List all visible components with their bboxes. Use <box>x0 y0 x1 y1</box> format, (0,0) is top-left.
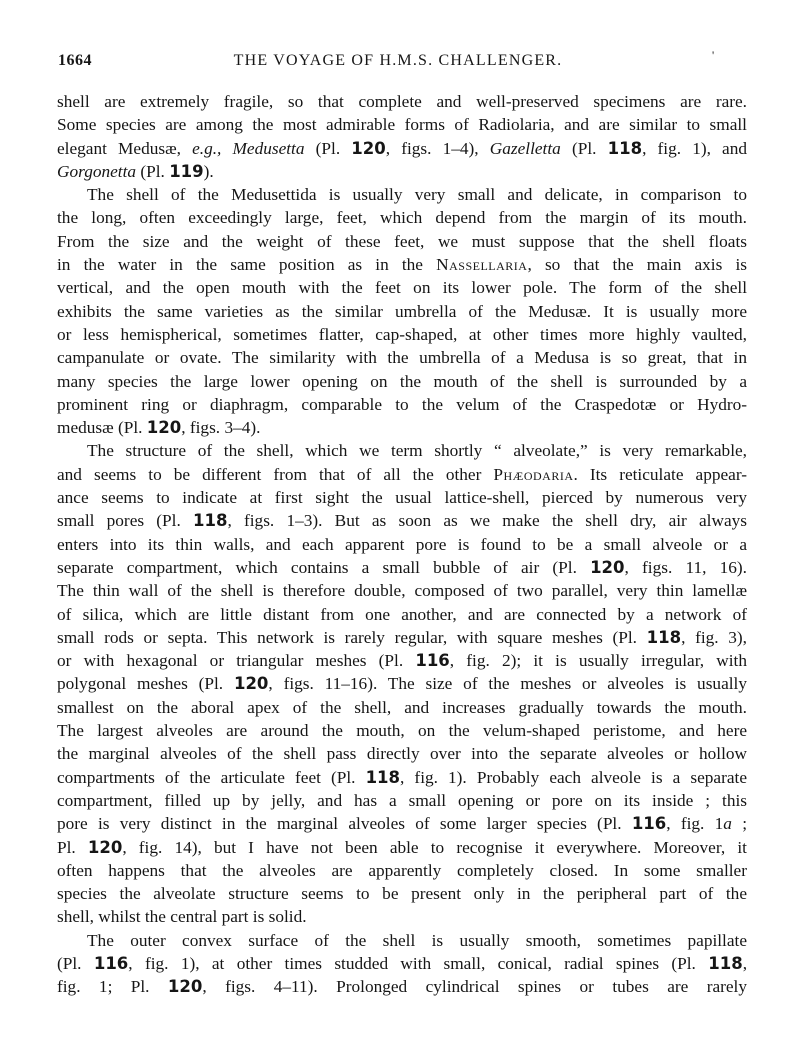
text-line <box>57 230 747 253</box>
text-line <box>57 626 747 649</box>
italic-text: Gazelletta <box>489 138 561 158</box>
plate-number: 120 <box>590 557 625 577</box>
text-line <box>57 696 747 719</box>
running-title: THE VOYAGE OF H.M.S. CHALLENGER. <box>233 52 563 69</box>
text-line <box>57 486 747 509</box>
text-run: exhibits the same varieties as the similar umbrella of the Medusæ. It is usually more <box>57 301 747 321</box>
small-caps-text: Nassellaria <box>436 255 528 275</box>
text-run: pore is very distinct in the marginal alveoles of some larger species (Pl. <box>57 814 632 834</box>
text-line <box>57 370 747 393</box>
text-run: or less hemispherical, sometimes flatter, cap-shaped, at other times more highly vaulted, <box>57 324 747 344</box>
text-run: , figs. 4–11). Prolonged cylindrical spines or tubes are rarely <box>202 977 747 997</box>
text-line <box>57 160 747 183</box>
text-line <box>57 183 747 206</box>
text-run: , fig. 14), but I have not been able to recognise it everywhere. Moreover, it <box>122 837 747 857</box>
text-line <box>57 649 747 672</box>
text-run: , figs. 1–4), <box>385 138 490 158</box>
plate-number: 120 <box>167 977 203 997</box>
text-line <box>57 253 747 276</box>
text-run: small pores (Pl. <box>57 511 194 531</box>
text-run: ). <box>203 161 214 181</box>
italic-text: Gorgonetta <box>57 161 137 181</box>
text-run: shell are extremely fragile, so that complete and well-preserved specimens are rare. <box>57 92 747 111</box>
page-header <box>48 48 748 74</box>
text-line <box>57 603 747 626</box>
text-run: , <box>742 953 748 973</box>
text-line <box>57 556 747 579</box>
text-line <box>57 929 747 952</box>
plate-number: 118 <box>607 138 643 158</box>
header-mark: ' <box>712 48 715 62</box>
text-run: The shell of the Medusettida is usually very small and delicate, in comparison to <box>87 185 747 205</box>
text-run: polygonal meshes (Pl. <box>57 674 234 694</box>
body-text <box>57 90 747 999</box>
page-number: 1664 <box>58 52 92 69</box>
plate-number: 118 <box>708 953 743 973</box>
plate-number: 120 <box>233 674 269 694</box>
text-run: The outer convex surface of the shell is usually smooth, sometimes papillate <box>87 930 747 950</box>
text-line <box>57 836 747 859</box>
text-line <box>57 742 747 765</box>
text-run: small rods or septa. This network is rarely regular, with square meshes (Pl. <box>57 627 647 647</box>
text-run: , figs. 11–16). The size of the meshes or alveoles is usually <box>268 674 747 694</box>
text-line <box>57 137 747 160</box>
text-run: the long, often exceedingly large, feet, which depend from the margin of its mouth. <box>57 208 747 228</box>
text-line <box>57 975 747 998</box>
text-run: , figs. 1–3). But as soon as we make the shell dry, air always <box>227 511 747 531</box>
text-run: of silica, which are little distant from one another, and are connected by a network of <box>57 604 747 624</box>
text-run: From the size and the weight of these feet, we must suppose that the shell floats <box>57 231 747 251</box>
text-run: enters into its thin walls, and each apparent pore is found to be a small alveole or a <box>57 534 747 554</box>
plate-number: 118 <box>193 511 228 531</box>
text-run: often happens that the alveoles are apparently completely closed. In some smaller <box>57 860 747 880</box>
italic-text: e.g., Medusetta <box>192 138 305 158</box>
text-run: and seems to be different from that of all the other <box>57 464 494 484</box>
text-run: The largest alveoles are around the mouth, on the velum-shaped peristome, and here <box>57 721 747 741</box>
text-run: , fig. 2); it is usually irregular, with <box>449 651 747 671</box>
text-run: medusæ (Pl. <box>57 418 147 438</box>
text-run: compartments of the articulate feet (Pl. <box>57 767 366 787</box>
plate-number: 120 <box>146 418 182 438</box>
text-line <box>57 882 747 905</box>
plate-number: 119 <box>169 161 204 181</box>
text-run: , fig. 1 <box>666 814 724 834</box>
text-run: the marginal alveoles of the shell pass directly over into the separate alveoles or hollow <box>57 744 747 764</box>
text-line <box>57 439 747 462</box>
text-run: in the water in the same position as in the <box>57 255 437 275</box>
text-run: (Pl. <box>304 138 352 158</box>
text-run: elegant Medusæ, <box>57 138 193 158</box>
text-run: (Pl. <box>560 138 608 158</box>
text-line <box>57 579 747 602</box>
text-line <box>57 416 747 439</box>
text-run: separate compartment, which contains a small bubble of air (Pl. <box>57 557 591 577</box>
text-run: , figs. 11, 16). <box>624 557 747 577</box>
text-run: vertical, and the open mouth with the feet on its lower pole. The form of the shell <box>57 278 747 298</box>
text-line <box>57 463 747 486</box>
text-run: , figs. 3–4). <box>181 418 261 438</box>
text-line <box>57 672 747 695</box>
plate-number: 120 <box>87 837 123 857</box>
plate-number: 118 <box>646 627 682 647</box>
text-run: ; <box>731 814 747 834</box>
text-run: many species the large lower opening on the mouth of the shell is surrounded by a <box>57 371 747 391</box>
text-run: compartment, filled up by jelly, and has a small opening or pore on its inside ; this <box>57 790 747 810</box>
text-line <box>57 393 747 416</box>
text-line <box>57 90 747 113</box>
text-run: prominent ring or diaphragm, comparable to the velum of the Craspedotæ or Hydro- <box>57 394 747 414</box>
text-run: campanulate or ovate. The similarity with the umbrella of a Medusa is so great, that in <box>57 348 747 368</box>
plate-number: 120 <box>351 138 386 158</box>
text-run: species the alveolate structure seems to be present only in the peripheral part of the <box>57 884 747 904</box>
text-line <box>57 952 747 975</box>
text-run: (Pl. <box>57 953 94 973</box>
plate-number: 118 <box>365 767 401 787</box>
text-line <box>57 812 747 835</box>
text-line <box>57 789 747 812</box>
text-line <box>57 533 747 556</box>
text-run: fig. 1; Pl. <box>57 977 168 997</box>
small-caps-text: Phæodaria <box>493 464 574 484</box>
text-line <box>57 113 747 136</box>
text-run: , fig. 1), at other times studded with small, conical, radial spines (Pl. <box>128 953 709 973</box>
text-run: . Its reticulate appear- <box>573 464 747 484</box>
plate-number: 116 <box>93 953 129 973</box>
plate-number: 116 <box>415 651 450 671</box>
text-run: (Pl. <box>136 161 170 181</box>
text-run: , fig. 1). Probably each alveole is a separate <box>400 767 747 787</box>
text-line <box>57 509 747 532</box>
text-line <box>57 346 747 369</box>
text-line <box>57 905 747 928</box>
text-run: or with hexagonal or triangular meshes (Pl. <box>57 651 416 671</box>
text-run: The structure of the shell, which we term shortly “ alveolate,” is very remarkable, <box>87 441 747 461</box>
plate-number: 116 <box>631 814 667 834</box>
text-run: shell, whilst the central part is solid. <box>57 907 307 927</box>
text-run: , fig. 3), <box>681 627 747 647</box>
text-run: ance seems to indicate at first sight the usual lattice-shell, pierced by numerous very <box>57 488 747 508</box>
text-run: , fig. 1), and <box>642 138 748 158</box>
text-line <box>57 323 747 346</box>
text-run: The thin wall of the shell is therefore double, composed of two parallel, very thin lamellæ <box>57 581 747 601</box>
text-line <box>57 766 747 789</box>
text-line <box>57 300 747 323</box>
text-line <box>57 206 747 229</box>
text-run: , so that the main axis is <box>527 255 747 275</box>
text-run: Pl. <box>57 837 88 857</box>
text-run: smallest on the aboral apex of the shell, and increases gradually towards the mouth. <box>57 697 747 717</box>
text-run: Some species are among the most admirable forms of Radiolaria, and are similar to small <box>57 115 747 135</box>
italic-text: a <box>723 814 732 834</box>
text-line <box>57 719 747 742</box>
text-line <box>57 276 747 299</box>
text-line <box>57 859 747 882</box>
